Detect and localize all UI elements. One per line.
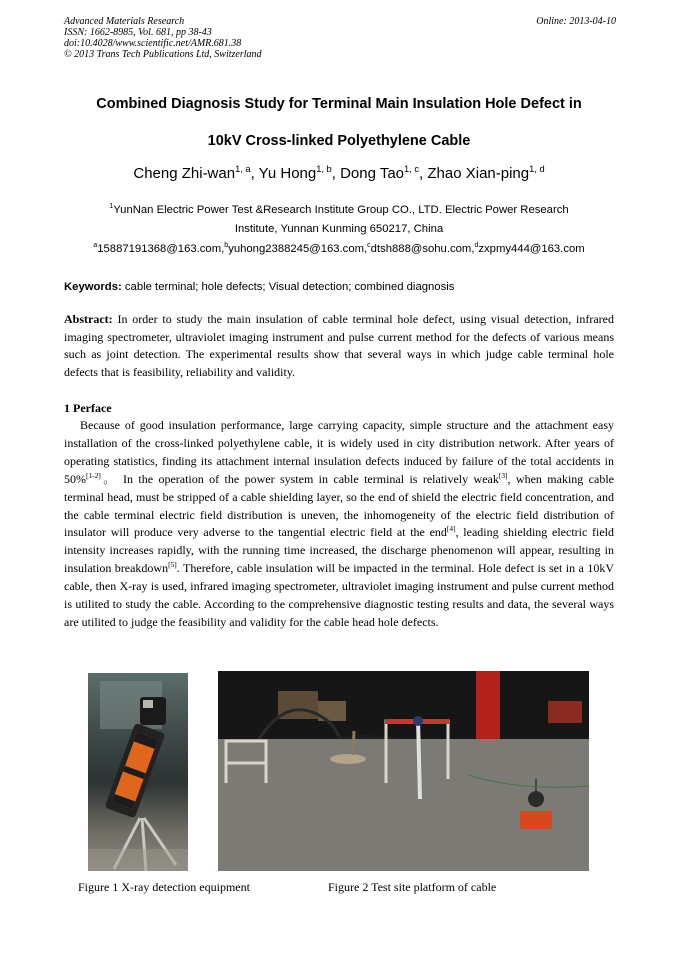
email-sep: , — [221, 243, 225, 255]
email-link[interactable]: 15887191368@163.com — [97, 243, 222, 255]
author-sup: 1, a — [235, 164, 251, 174]
figure-2-photo — [218, 671, 589, 871]
email-link[interactable]: zxpmy444@163.com — [478, 243, 585, 255]
journal-header — [64, 16, 616, 60]
copyright: © 2013 Trans Tech Publications Ltd, Switzerland — [64, 49, 262, 60]
email-link[interactable]: dtsh888@sohu.com — [370, 243, 472, 255]
author-sup: 1, c — [404, 164, 420, 174]
keywords — [64, 281, 616, 293]
email-sup: c — [367, 242, 371, 250]
email-sup: a — [93, 242, 98, 250]
citation[interactable]: [3] — [498, 470, 508, 480]
author-sep: , — [331, 165, 341, 182]
email-link[interactable]: yuhong2388245@163.com — [228, 243, 365, 255]
issn: ISSN: 1662-8985, Vol. 681, pp 38-43 — [64, 27, 212, 38]
email-sep: , — [364, 243, 368, 255]
keywords-label: Keywords: — [64, 281, 122, 293]
email-list — [40, 243, 638, 255]
author-name: Yu Hong — [258, 165, 317, 182]
journal-name: Advanced Materials Research — [64, 16, 185, 27]
doi: doi:10.4028/www.scientific.net/AMR.681.38 — [64, 38, 242, 49]
figure-1-caption: Figure 1 X-ray detection equipment — [78, 880, 250, 894]
author-list — [40, 165, 638, 182]
email-sup: b — [224, 242, 229, 250]
author-name: Cheng Zhi-wan — [133, 165, 236, 182]
citation[interactable]: [5] — [168, 560, 177, 570]
test-site-illustration — [218, 671, 589, 871]
paper-title — [40, 86, 638, 160]
paragraph-text: . Therefore, cable insulation will be impacted in the terminal. Hole defect is set in a 10kV cable, then X-ray is used, infrared imaging spectrometer, ultraviolet imaging instrument and pulse current method is utilited to study the cable. According to the comprehensive diagnostic testing results and data, the several ways are utilited to judge the feasibility and validity for the cable head hole defects. — [64, 561, 614, 629]
citation[interactable]: [1-2] — [86, 470, 101, 480]
online-date: Online: 2013-04-10 — [536, 16, 616, 27]
figure-2-caption: Figure 2 Test site platform of cable — [328, 880, 497, 894]
author-name: Dong Tao — [340, 165, 405, 182]
author-sep: , — [419, 165, 428, 182]
author-sup: 1, b — [316, 164, 332, 174]
figure-1-photo — [88, 673, 188, 871]
affiliation-line-2: Institute, Yunnan Kunming 650217, China — [234, 223, 444, 235]
affiliation-line-1: YunNan Electric Power Test &Research Institute Group CO., LTD. Electric Power Research — [113, 204, 569, 216]
keywords-text: cable terminal; hole defects; Visual detection; combined diagnosis — [121, 281, 455, 293]
abstract — [64, 311, 614, 381]
affiliation — [40, 201, 638, 239]
email-sup: d — [474, 242, 479, 250]
xray-equipment-illustration — [88, 673, 188, 871]
section-paragraph — [64, 417, 614, 632]
paragraph-text: , leading shielding electric field intensity increases rapidly, with the running time increased, the discharge phenomenon will appear, resulting in insulation breakdown — [64, 525, 614, 576]
affiliation-sup: 1 — [109, 203, 114, 211]
abstract-label: Abstract: — [64, 312, 113, 326]
section-heading: 1 Perface — [64, 401, 112, 415]
author-sep: , — [250, 165, 259, 182]
author-name: Zhao Xian-ping — [427, 165, 530, 182]
author-sup: 1, d — [529, 164, 545, 174]
paragraph-text: , when making cable terminal head, must be stripped of a cable shielding layer, so the end of shield the electric field concentration, and the cable terminal electric field distribution is uneven, the inhomogeneity of the electric field distribution of insulator will produce very adverse to the tangential electric field at the end — [64, 471, 614, 540]
title-line-2: 10kV Cross-linked Polyethylene Cable — [207, 133, 471, 149]
email-sep: , — [471, 243, 475, 255]
paragraph-text: Because of good insulation performance, large carrying capacity, simple structure and the attachment easy installation of the cross-linked polyethylene cable, it is widely used in city distribution network. After years of operating statistics, finding its attachment internal insulation defects induced by failure of the total accidents in 50% — [64, 418, 614, 486]
abstract-text: In order to study the main insulation of cable terminal hole defect, using visual detection, infrared imaging spectrometer, ultraviolet imaging instrument and pulse current method for the defects of various means such as joint detection. The experimental results show that several ways in which judge cable terminal hole defects that is feasibility, reliability and validity. — [64, 312, 614, 379]
title-line-1: Combined Diagnosis Study for Terminal Main Insulation Hole Defect in — [96, 96, 582, 112]
citation[interactable]: [4] — [446, 524, 456, 534]
paragraph-text: 。 In the operation of the power system in cable terminal is relatively weak — [100, 471, 499, 486]
